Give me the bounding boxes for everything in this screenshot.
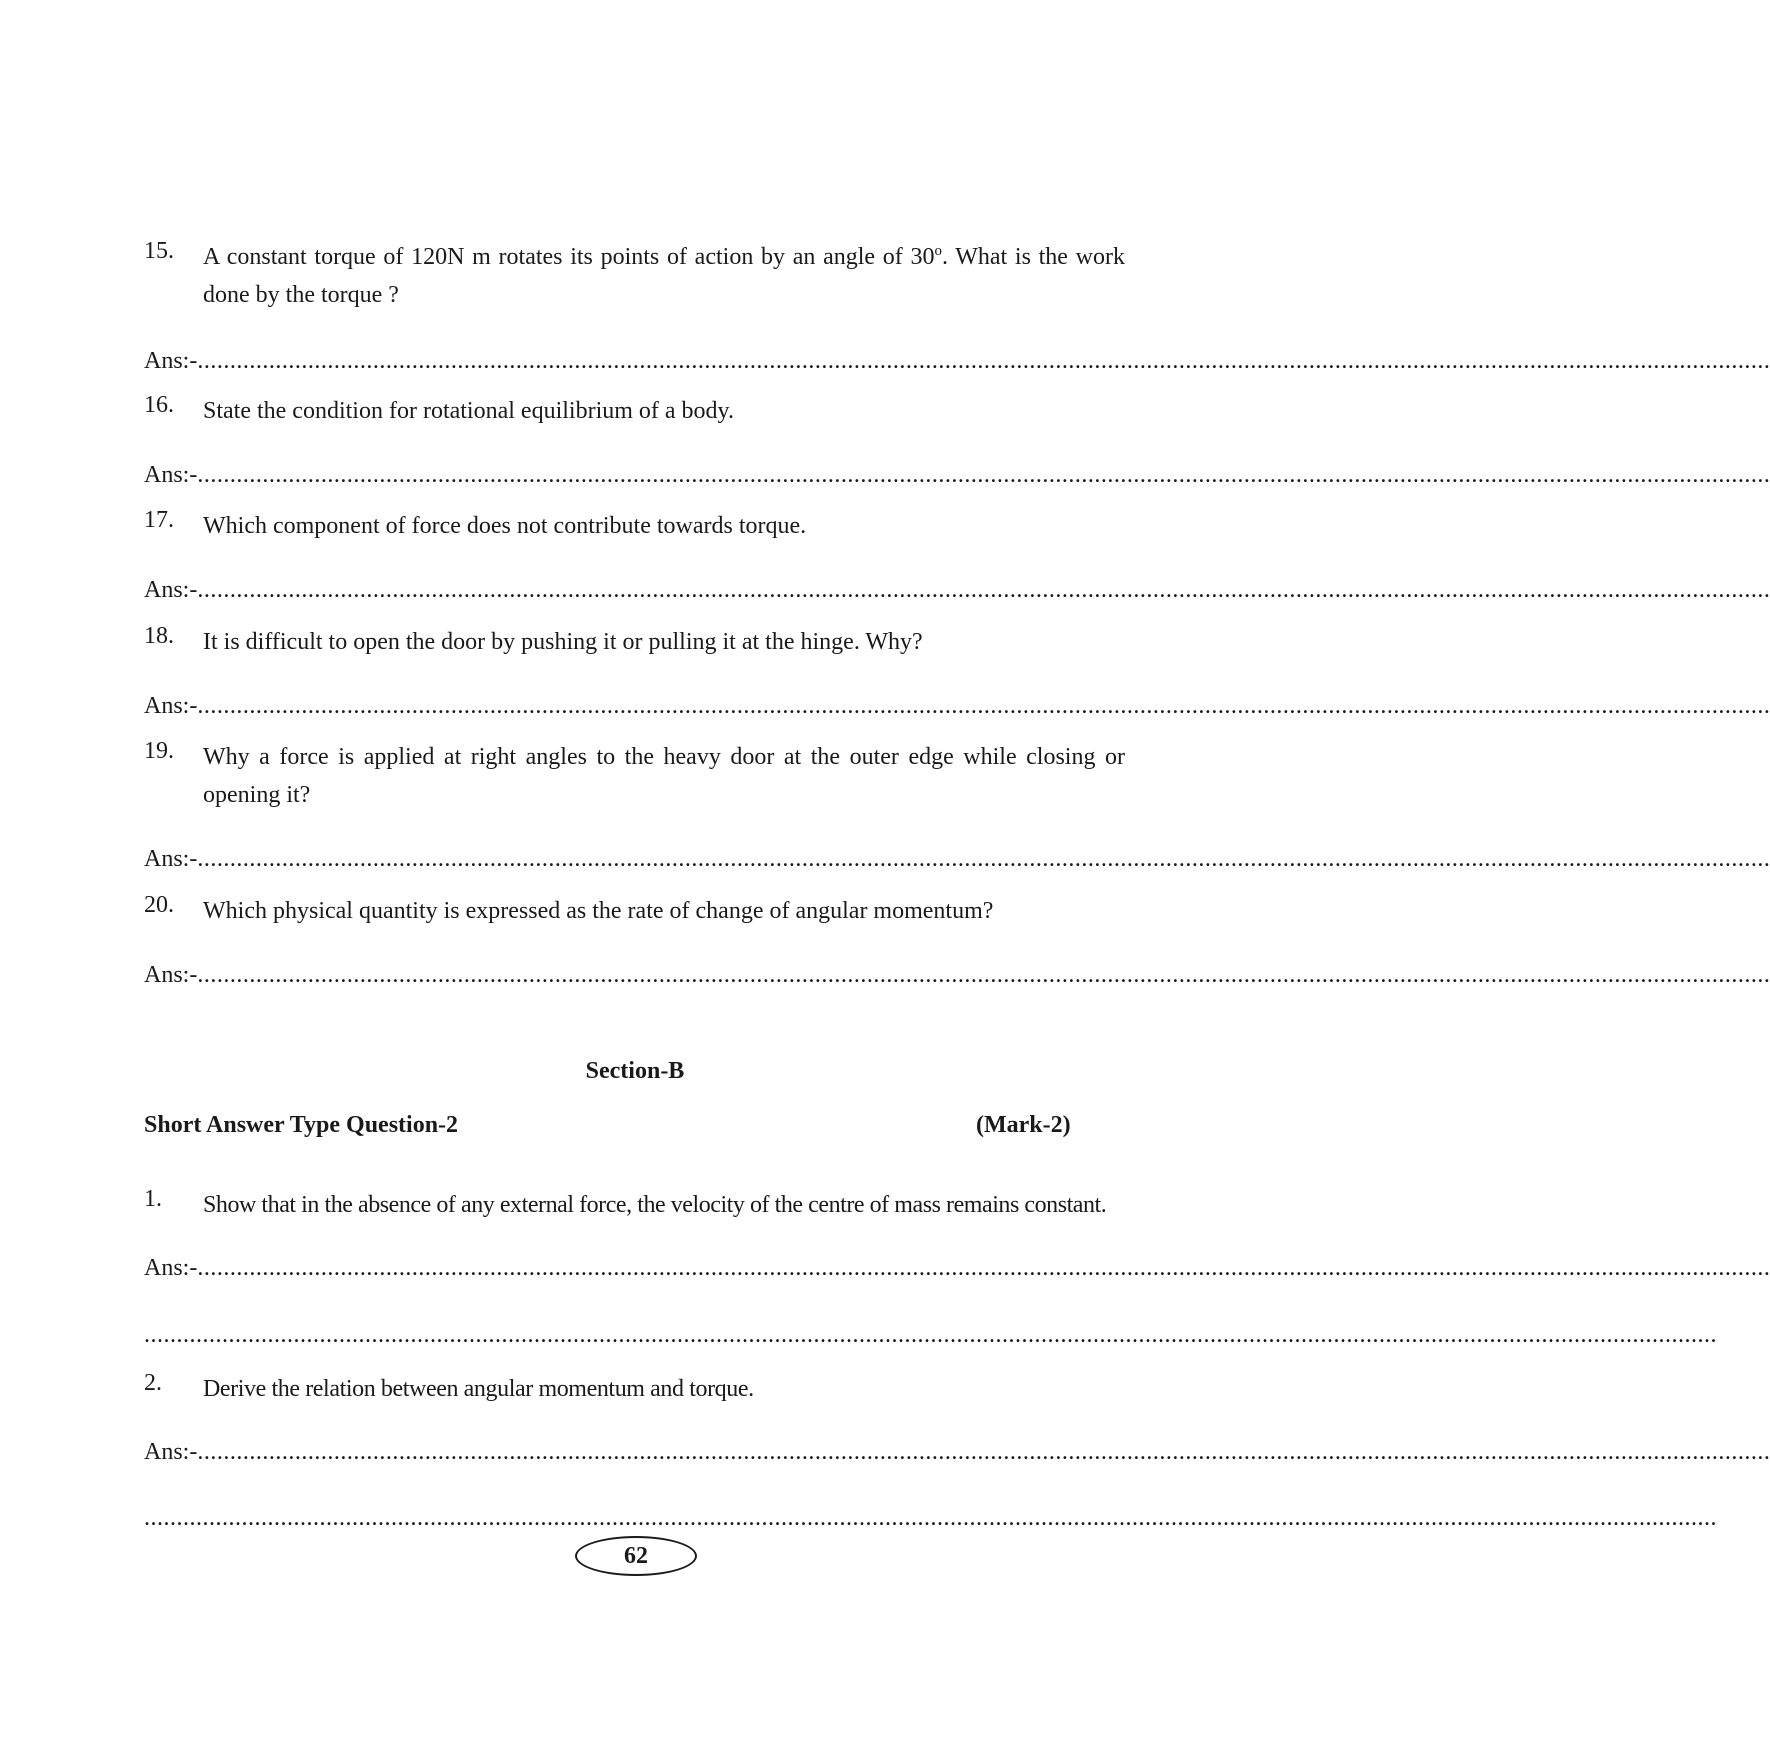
question-text: State the condition for rotational equilibrium of a body. <box>203 398 734 424</box>
question-number: 2. <box>144 1370 162 1396</box>
page-number: 62 <box>575 1536 697 1576</box>
question-text: Show that in the absence of any external force, the velocity of the centre of mass remains constant. <box>203 1192 1107 1218</box>
marks-label: (Mark-2) <box>976 1112 1071 1138</box>
answer-dots: .................................................................................................................................................................................................................................................. <box>197 1439 1770 1465</box>
answer-line <box>144 577 1770 607</box>
question-number: 19. <box>144 738 174 764</box>
answer-line <box>144 348 1770 378</box>
question-number: 17. <box>144 507 174 533</box>
answer-line <box>144 1505 1717 1535</box>
answer-line <box>144 1439 1770 1469</box>
question-number: 16. <box>144 392 174 418</box>
question-text: Why a force is applied at right angles to the heavy door at the outer edge while closing or opening it? <box>203 744 1125 808</box>
question-number: 18. <box>144 623 174 649</box>
answer-line <box>144 846 1770 876</box>
answer-dots: .................................................................................................................................................................................................................................................. <box>197 693 1770 719</box>
answer-dots: .................................................................................................................................................................................................................................................. <box>144 1505 1717 1531</box>
answer-label: Ans:- <box>144 962 198 988</box>
answer-dots: .................................................................................................................................................................................................................................................. <box>197 962 1770 988</box>
subsection-title: Short Answer Type Question-2 <box>144 1112 459 1138</box>
answer-label: Ans:- <box>144 348 198 374</box>
question-text: A constant torque of 120N m rotates its points of action by an angle of 30$^o$. What is the work done by the torque ? <box>203 243 1125 308</box>
section-title: Section-B <box>585 1058 685 1084</box>
answer-dots: .................................................................................................................................................................................................................................................. <box>197 846 1770 872</box>
question-text: Derive the relation between angular momentum and torque. <box>203 1376 754 1402</box>
question-number: 20. <box>144 892 174 918</box>
answer-line <box>144 693 1770 723</box>
answer-line <box>144 1322 1717 1352</box>
answer-dots: .................................................................................................................................................................................................................................................. <box>197 462 1770 488</box>
answer-label: Ans:- <box>144 1255 198 1281</box>
answer-label: Ans:- <box>144 1439 198 1465</box>
question-text: Which physical quantity is expressed as the rate of change of angular momentum? <box>203 898 994 924</box>
answer-line <box>144 462 1770 492</box>
question-number: 15. <box>144 238 174 264</box>
answer-label: Ans:- <box>144 462 198 488</box>
question-text: Which component of force does not contribute towards torque. <box>203 513 807 539</box>
question-text: It is difficult to open the door by pushing it or pulling it at the hinge. Why? <box>203 629 923 655</box>
answer-line <box>144 962 1770 992</box>
answer-line <box>144 1255 1770 1285</box>
answer-label: Ans:- <box>144 577 198 603</box>
answer-dots: .................................................................................................................................................................................................................................................. <box>197 577 1770 603</box>
answer-dots: .................................................................................................................................................................................................................................................. <box>197 348 1770 374</box>
question-number: 1. <box>144 1186 162 1212</box>
answer-label: Ans:- <box>144 693 198 719</box>
answer-dots: .................................................................................................................................................................................................................................................. <box>144 1322 1717 1348</box>
answer-label: Ans:- <box>144 846 198 872</box>
answer-dots: .................................................................................................................................................................................................................................................. <box>197 1255 1770 1281</box>
